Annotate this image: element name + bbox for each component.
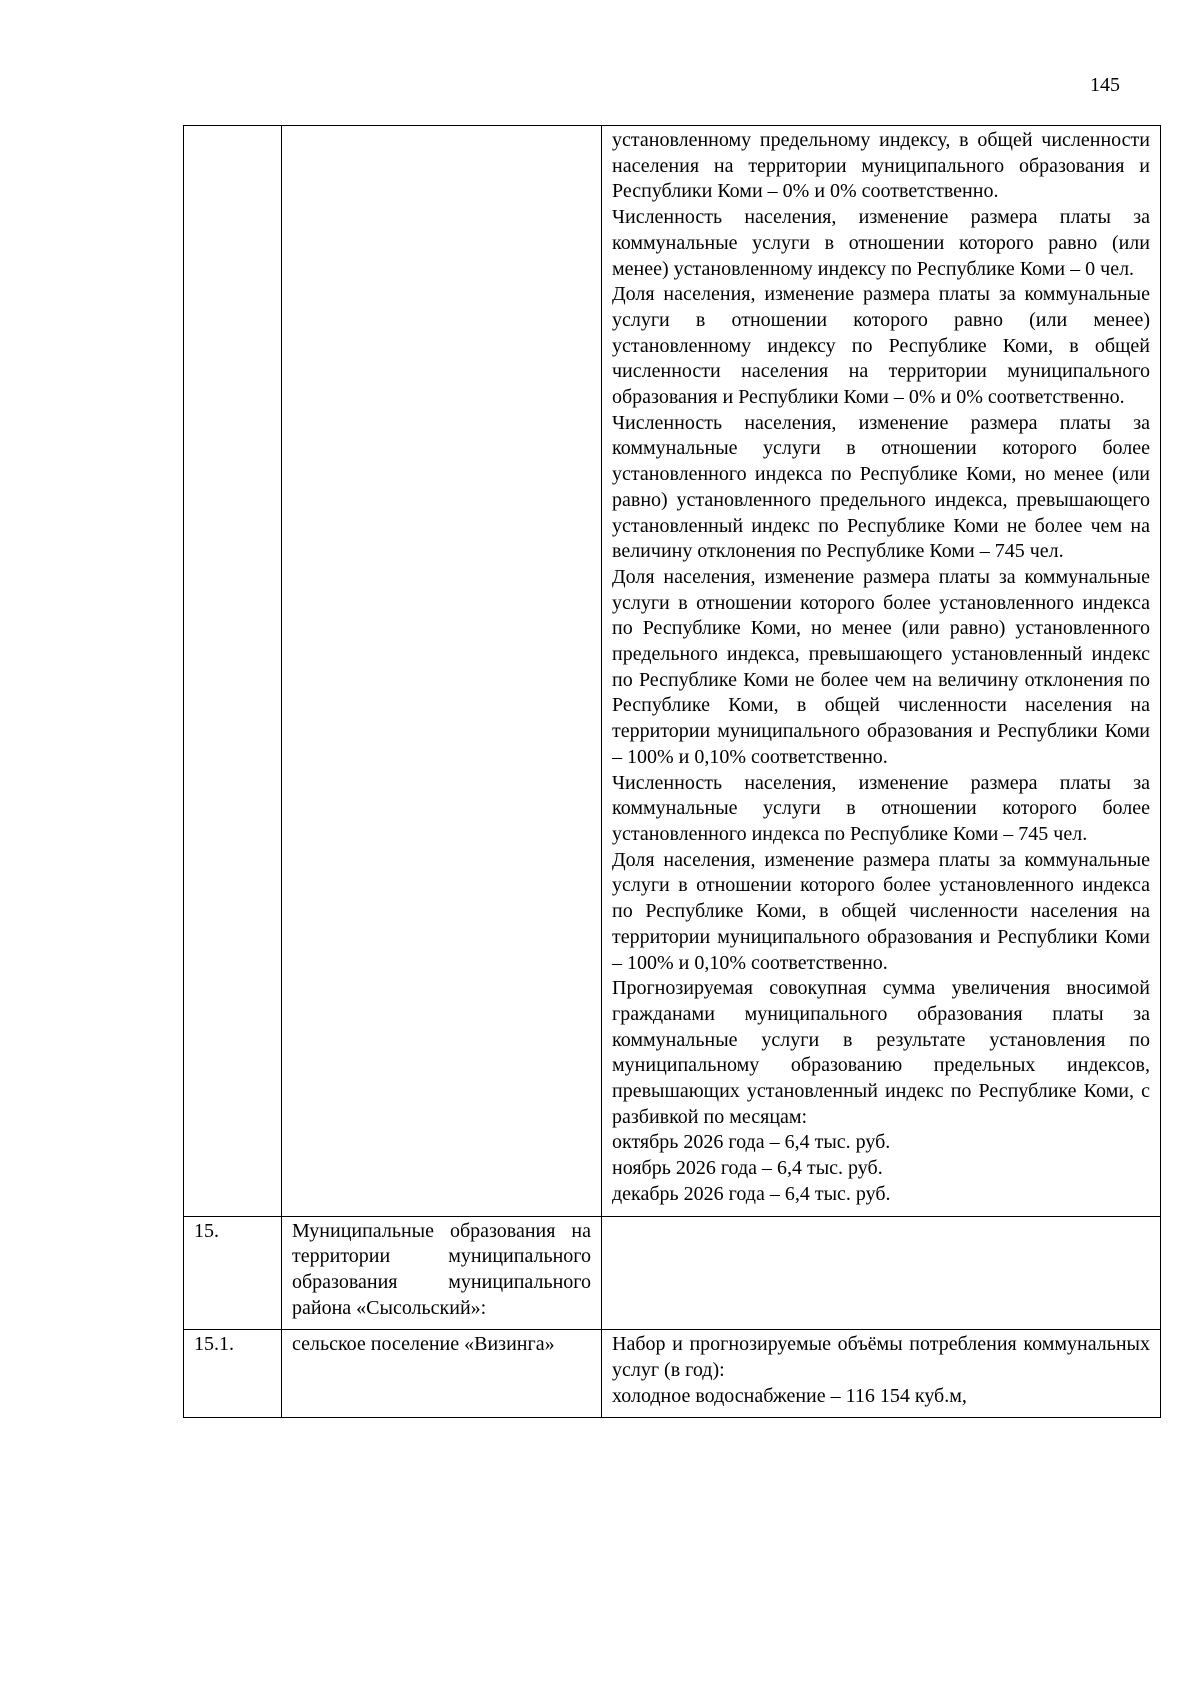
row-content-cell bbox=[602, 1216, 1161, 1330]
table-row-continuation bbox=[184, 126, 1161, 1217]
row-number-cell bbox=[184, 126, 282, 1217]
content-paragraph: Доля населения, изменение размера платы за коммунальные услуги в отношении которого более установленного индекса по Республике Коми, но менее (или равно) установленного предельного индекса, превышающего установленный индекс по Республике Коми не более чем на величину отклонения по Республике Коми, в общей численности населения на территории муниципального образования и Республики Коми – 100% и 0,10% соответственно. bbox=[612, 565, 1150, 768]
content-paragraph: Численность населения, изменение размера платы за коммунальные услуги в отношении которого равно (или менее) установленному индексу по Республике Коми – 0 чел. bbox=[612, 206, 1150, 280]
month-line: ноябрь 2026 года – 6,4 тыс. руб. bbox=[612, 1157, 883, 1180]
row-content-cell bbox=[602, 126, 1161, 1217]
content-paragraph: Прогнозируемая совокупная сумма увеличения вносимой гражданами муниципального образования платы за коммунальные услуги в результате установления по муниципальному образованию предельных индексов, превышающих установленный индекс по Республике Коми, с разбивкой по месяцам: bbox=[612, 977, 1150, 1128]
content-paragraph: Набор и прогнозируемые объёмы потребления коммунальных услуг (в год): bbox=[612, 1333, 1150, 1382]
content-paragraph: Численность населения, изменение размера платы за коммунальные услуги в отношении которого более установленного индекса по Республике Коми – 745 чел. bbox=[612, 771, 1150, 845]
row-number-cell: 15.1. bbox=[184, 1330, 282, 1418]
row-name-cell bbox=[282, 1216, 602, 1330]
content-paragraph: Доля населения, изменение размера платы за коммунальные услуги в отношении которого равно (или менее) установленному индексу по Республике Коми, в общей численности населения на территории муниципального образования и Республики Коми – 0% и 0% соответственно. bbox=[612, 283, 1150, 409]
row-name-text: Муниципальные образования на территории муниципального образования муниципального района «Сысольский»: bbox=[292, 1219, 591, 1319]
row-content-cell bbox=[602, 1330, 1161, 1418]
month-line: декабрь 2026 года – 6,4 тыс. руб. bbox=[612, 1182, 891, 1205]
content-paragraph: установленному предельному индексу, в общей численности населения на территории муниципального образования и Республики Коми – 0% и 0% соответственно. bbox=[612, 129, 1150, 203]
municipal-indices-table bbox=[183, 125, 1161, 1418]
row-name-cell bbox=[282, 1330, 602, 1418]
content-paragraph: холодное водоснабжение – 116 154 куб.м, bbox=[612, 1384, 967, 1407]
table-row-15-1 bbox=[184, 1330, 1161, 1418]
content-paragraph: Численность населения, изменение размера платы за коммунальные услуги в отношении которого более установленного индекса по Республике Коми, но менее (или равно) установленного предельного индекса, превышающего установленный индекс по Республике Коми не более чем на величину отклонения по Республике Коми – 745 чел. bbox=[612, 411, 1150, 563]
content-paragraph: Доля населения, изменение размера платы за коммунальные услуги в отношении которого более установленного индекса по Республике Коми, в общей численности населения на территории муниципального образования и Республики Коми – 100% и 0,10% соответственно. bbox=[612, 848, 1150, 974]
page-number: 145 bbox=[1090, 74, 1120, 96]
row-name-text: сельское поселение «Визинга» bbox=[292, 1333, 555, 1356]
month-line: октябрь 2026 года – 6,4 тыс. руб. bbox=[612, 1131, 891, 1154]
row-name-cell bbox=[282, 126, 602, 1217]
table-row-15 bbox=[184, 1216, 1161, 1330]
row-number-cell: 15. bbox=[184, 1216, 282, 1330]
